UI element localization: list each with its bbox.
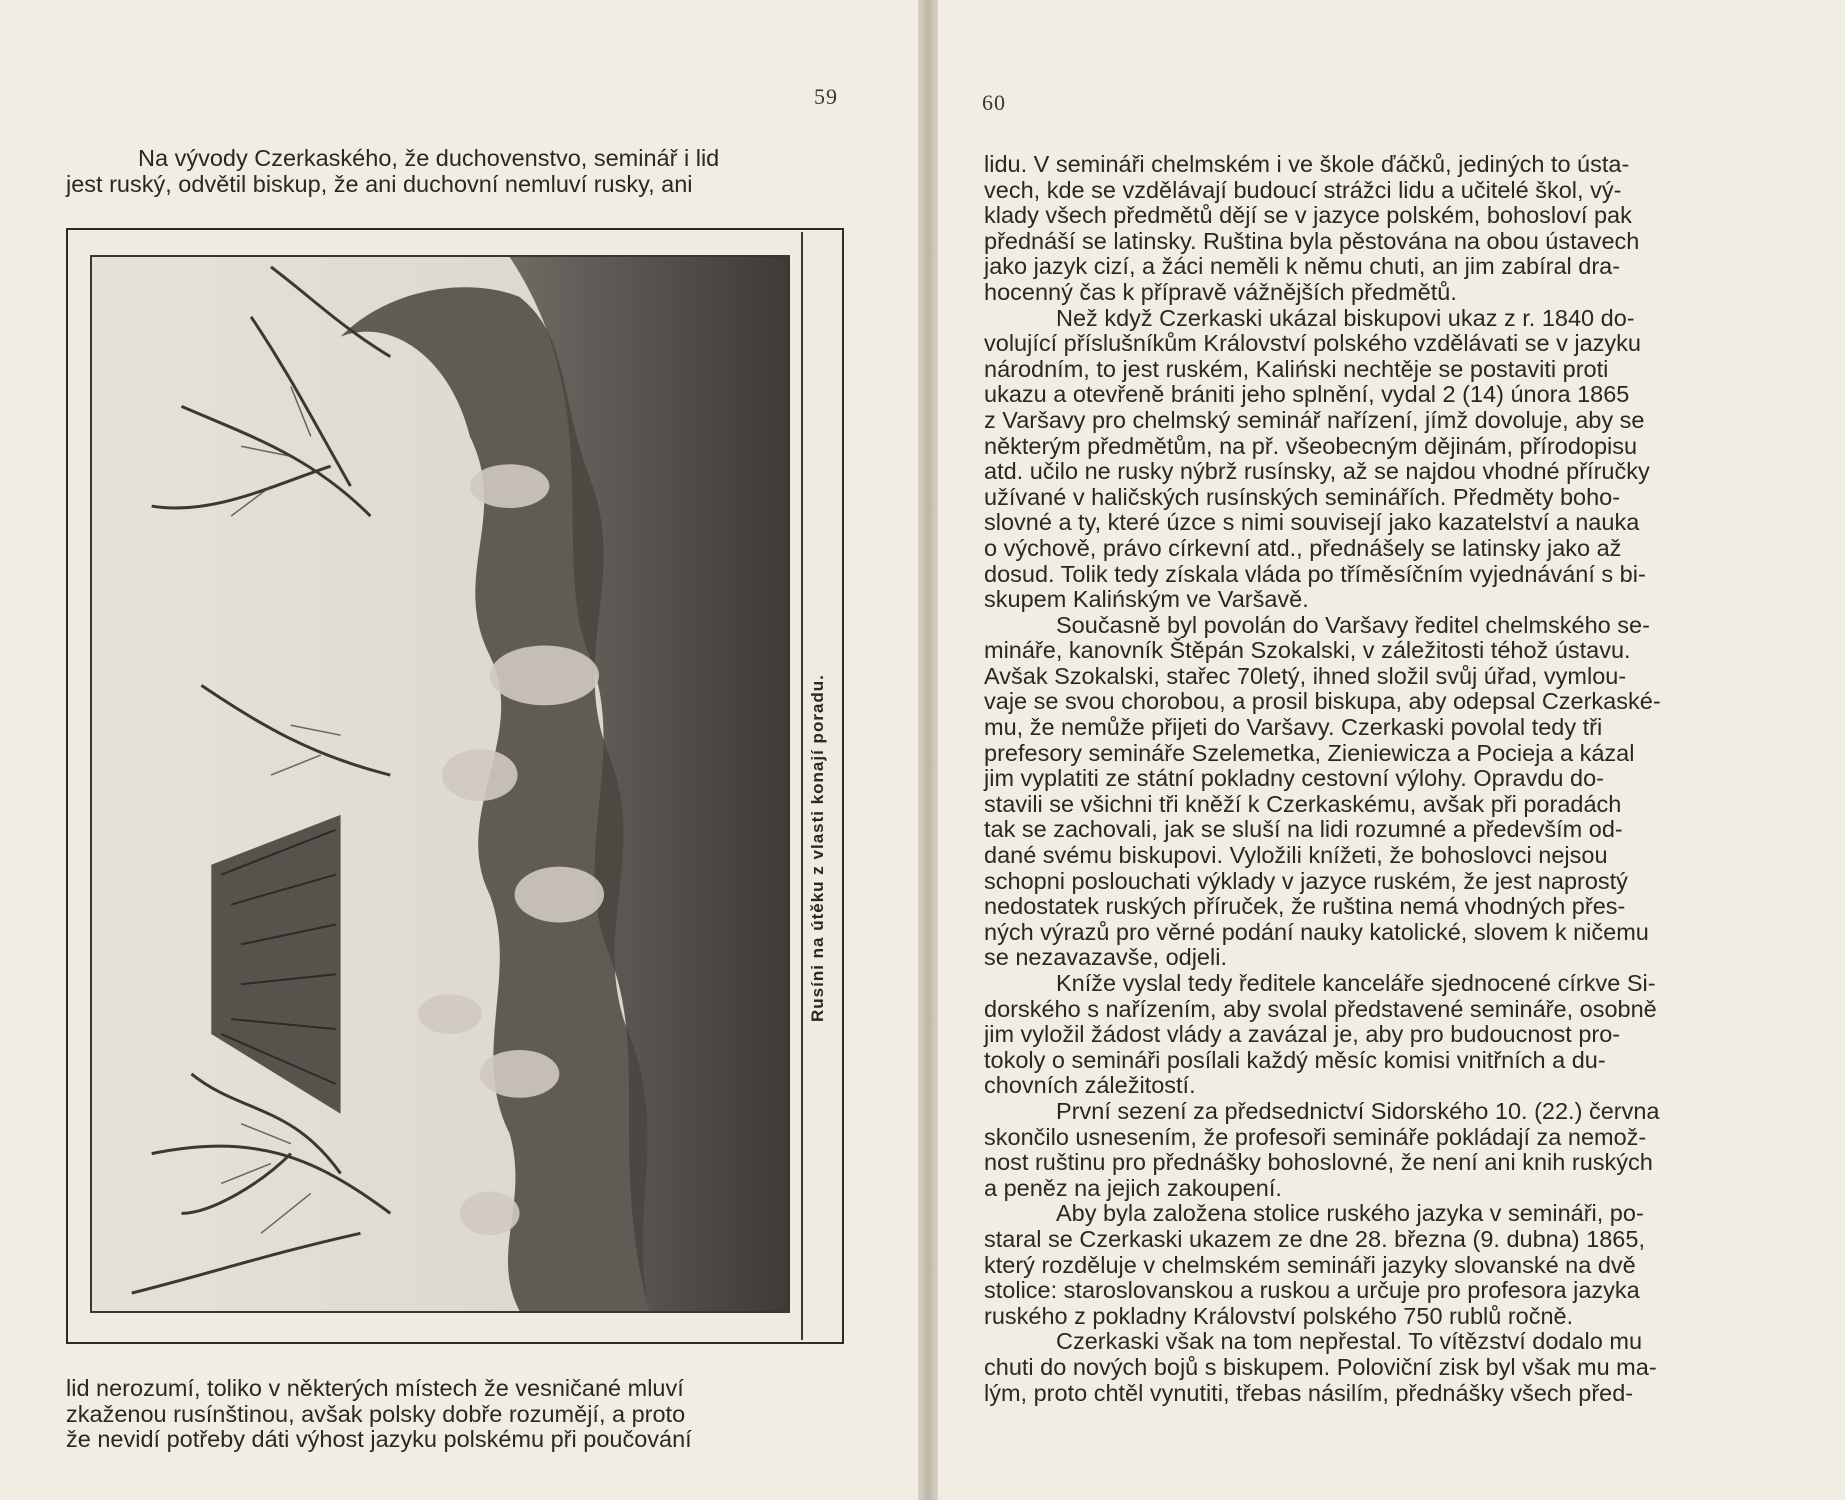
text-line: vaje se svou chorobou, a prosil biskupa, aby odepsal Czerkaské-: [984, 688, 1661, 715]
text-line: tokoly o semináři posílali každý měsíc komisi vnitřních a du-: [984, 1046, 1606, 1073]
text-line: Avšak Szokalski, stařec 70letý, ihned složil svůj úřad, vymlou-: [984, 662, 1627, 689]
text-line: dorského s nařízením, aby svolal představené semináře, osobně: [984, 995, 1657, 1022]
text-line: nedostatek ruských příruček, že ruština nemá vhodných přes-: [984, 893, 1626, 920]
paragraph: [984, 1099, 1764, 1201]
figure-caption: [808, 674, 840, 1022]
text-line: z Varšavy pro chelmský seminář nařízení, jímž dovoluje, aby se: [984, 406, 1645, 433]
text-line: vech, kde se vzdělávají budoucí strážci lidu a učitelé škol, vý-: [984, 176, 1622, 203]
photo-frame: [90, 255, 790, 1313]
text-line: jim vyložil žádost vlády a zavázal je, aby pro budoucnost pro-: [984, 1021, 1621, 1048]
left-top-text: [66, 146, 850, 197]
text-line: volující příslušníkům Království polského vzdělávati se v jazyku: [984, 330, 1641, 357]
text-line: stolice: staroslovanskou a ruskou a určuje pro profesora jazyka: [984, 1277, 1640, 1304]
text-line: se nezavazavše, odjeli.: [984, 944, 1227, 971]
text-line: národním, to jest ruském, Kaliński nechtěje se postaviti proti: [984, 355, 1609, 382]
text-line: mu, že nemůže přijeti do Varšavy. Czerkaski povolal tedy tři: [984, 714, 1603, 741]
text-line: že nevidí potřeby dáti výhost jazyku polskému při poučování: [66, 1426, 692, 1453]
text-line: zkaženou rusínštinou, avšak polsky dobře rozumějí, a proto: [66, 1400, 686, 1427]
text-line: jim vyplatiti ze státní pokladny cestovní výlohy. Opravdu do-: [984, 765, 1604, 792]
text-line: ruského z pokladny Království polského 750 rublů ročně.: [984, 1302, 1574, 1329]
figure-caption-text: Rusíni na útěku z vlasti konají poradu.: [808, 674, 827, 1022]
text-line: Aby byla založena stolice ruského jazyka v semináři, po-: [1056, 1200, 1644, 1227]
text-line: lým, proto chtěl vynutiti, třebas násilím, přednášky všech před-: [984, 1379, 1634, 1406]
paragraph: [984, 306, 1764, 613]
text-line: mináře, kanovník Štěpán Szokalski, v záležitosti téhož ústavu.: [984, 637, 1631, 664]
text-line: a peněz na jejich zakoupení.: [984, 1174, 1282, 1201]
paragraph: [984, 613, 1764, 971]
left-bottom-text: [66, 1376, 850, 1453]
text-line: dané svému biskupovi. Vyložili knížeti, že bohoslovci nejsou: [984, 842, 1608, 869]
text-line: stavili se všichni tři kněží k Czerkaskému, avšak při poradách: [984, 790, 1622, 817]
text-line: nost ruštinu pro přednášky bohoslovné, že není ani knih ruských: [984, 1149, 1653, 1176]
text-line: Než když Czerkaski ukázal biskupovi ukaz z r. 1840 do-: [1056, 304, 1635, 331]
text-line: atd. učilo ne rusky nýbrž rusínsky, až se najdou vhodné příručky: [984, 458, 1650, 485]
paragraph: [984, 1201, 1764, 1329]
paragraph: [984, 1329, 1764, 1406]
text-line: tak se zachovali, jak se sluší na lidi rozumné a především od-: [984, 816, 1623, 843]
page-number: 59: [814, 84, 838, 109]
text-line: lid nerozumí, toliko v některých místech že vesničané mluví: [66, 1375, 684, 1401]
text-line: chuti do nových bojů s biskupem. Poloviční zisk byl však mu ma-: [984, 1353, 1657, 1380]
text-line: ukazu a otevřeně brániti jeho splnění, vydal 2 (14) února 1865: [984, 381, 1630, 408]
text-line: který rozděluje v chelmském semináři jazyky slovanské na dvě: [984, 1251, 1636, 1278]
text-line: hocenný čas k přípravě vážnějších předmětů.: [984, 278, 1457, 305]
text-line: jest ruský, odvětil biskup, že ani duchovní nemluví rusky, ani: [66, 170, 693, 197]
text-line: přednáší se latinsky. Ruština byla pěstována na obou ústavech: [984, 227, 1640, 254]
paragraph: [984, 152, 1764, 306]
caption-divider: [801, 232, 803, 1340]
paragraph: [984, 971, 1764, 1099]
text-line: dosud. Tolik tedy získala vláda po tříměsíčním vyjednávání s bi-: [984, 560, 1646, 587]
text-line: skupem Kalińským ve Varšavě.: [984, 586, 1309, 613]
text-line: ných výrazů pro věrné podání nauky katolické, slovem k ničemu: [984, 918, 1649, 945]
text-line: Kníže vyslal tedy ředitele kanceláře sjednocené církve Si-: [1056, 970, 1656, 996]
text-line: staral se Czerkaski ukazem ze dne 28. března (9. dubna) 1865,: [984, 1225, 1645, 1252]
text-line: některým předmětům, na př. všeobecným dějinám, přírodopisu: [984, 432, 1638, 459]
text-line: Na vývody Czerkaského, že duchovenstvo, seminář i lid: [138, 145, 720, 171]
text-line: slovné a ty, které úzce s nimi souvisejí jako kazatelství a nauka: [984, 509, 1640, 536]
book-gutter: [918, 0, 938, 1500]
text-line: schopni poslouchati výklady v jazyce ruském, že jest naprostý: [984, 867, 1628, 894]
text-line: Současně byl povolán do Varšavy ředitel chelmského se-: [1056, 611, 1650, 638]
text-line: prefesory semináře Szelemetka, Zieniewicza a Pocieja a kázal: [984, 739, 1635, 766]
text-line: chovních záležitostí.: [984, 1072, 1196, 1099]
text-line: klady všech předmětů dějí se v jazyce polském, bohosloví pak: [984, 202, 1632, 229]
text-line: První sezení za předsednictví Sidorského 10. (22.) června: [1056, 1097, 1660, 1124]
text-line: skončilo usnesením, že profesoři semináře pokládají za nemož-: [984, 1123, 1647, 1150]
photograph: [92, 257, 788, 1311]
photo-figure: [66, 228, 844, 1344]
right-page-body: [984, 152, 1764, 1406]
text-line: Czerkaski však na tom nepřestal. To vítězství dodalo mu: [1056, 1328, 1643, 1355]
left-page: [0, 0, 918, 1500]
text-line: o výchově, právo církevní atd., přednášely se latinsky jako až: [984, 534, 1622, 561]
text-line: lidu. V semináři chelmském i ve škole ďáčků, jediných to ústa-: [984, 151, 1630, 177]
text-line: užívané v haličských rusínských seminářích. Předměty boho-: [984, 483, 1621, 510]
text-line: jako jazyk cizí, a žáci neměli k němu chuti, an jim zabíral dra-: [984, 253, 1621, 280]
page-number: 60: [982, 90, 1006, 115]
